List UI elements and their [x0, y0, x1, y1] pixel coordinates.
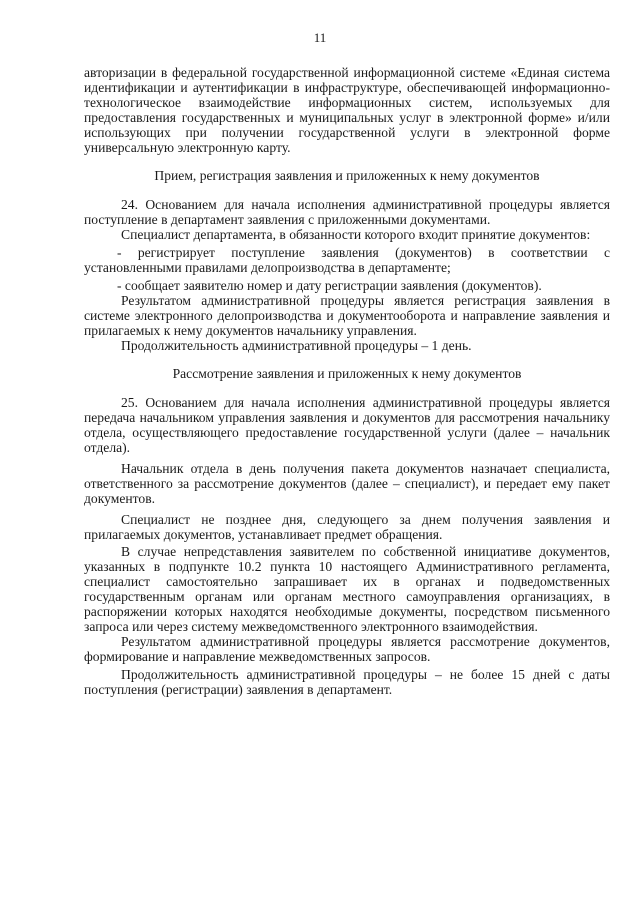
list-item-registers: - регистрирует поступление заявления (документов) в соответствии с установленными правилами делопроизводства в департаменте;: [84, 245, 610, 275]
paragraph-specialist-duties: Специалист департамента, в обязанности которого входит принятие документов:: [121, 227, 591, 243]
list-item-informs: - сообщает заявителю номер и дату регистрации заявления (документов).: [117, 277, 542, 293]
paragraph-result-registration: Результатом административной процедуры является регистрация заявления в системе электронного делопроизводства и документооборота и направление заявления и прилагаемых к нему документов начальнику управления.: [84, 292, 610, 338]
paragraph-authorization: авторизации в федеральной государственной информационной системе «Единая система идентификации и аутентификации в инфраструктуре, обеспечивающей информационно-технологическое взаимодействие информационных систем, используемых для предоставления государственных и муниципальных услуг в электронной форме» и/или использующих при получении государственной услуги в электронной форме универсальную электронную карту.: [84, 65, 610, 155]
paragraph-specialist-subject: Специалист не позднее дня, следующего за днем получения заявления и прилагаемых документов, устанавливает предмет обращения.: [84, 511, 610, 542]
paragraph-duration-15-days: Продолжительность административной процедуры – не более 15 дней с даты поступления (регистрации) заявления в департамент.: [84, 666, 610, 697]
paragraph-24-basis: 24. Основанием для начала исполнения административной процедуры является поступление в департамент заявления с приложенными документами.: [84, 197, 610, 228]
paragraph-requests: В случае непредставления заявителем по собственной инициативе документов, указанных в подпункте 10.2 пункта 10 настоящего Административного регламента, специалист самостоятельно запрашивает их в органах и подведомственных государственным органам или органам местного самоуправления организациях, в распоряжении которых находятся необходимые документы, посредством письменного запроса или через систему межведомственного электронного взаимодействия.: [84, 544, 610, 634]
paragraph-duration-1-day: Продолжительность административной процедуры – 1 день.: [121, 337, 472, 353]
section-heading-review: Рассмотрение заявления и приложенных к нему документов: [172, 366, 522, 382]
document-body: [84, 66, 610, 698]
paragraph-25-basis: 25. Основанием для начала исполнения административной процедуры является передача начальником управления заявления и документов для рассмотрения начальнику отдела, осуществляющего предоставление государственной услуги (далее – начальник отдела).: [84, 395, 610, 456]
paragraph-result-review: Результатом административной процедуры является рассмотрение документов, формирование и направление межведомственных запросов.: [84, 633, 610, 664]
page-number: 11: [313, 30, 327, 45]
paragraph-head-assigns: Начальник отдела в день получения пакета документов назначает специалиста, ответственного за рассмотрение документов (далее – специалист), и передает ему пакет документов.: [84, 460, 610, 506]
section-heading-reception: Прием, регистрация заявления и приложенных к нему документов: [154, 168, 540, 184]
